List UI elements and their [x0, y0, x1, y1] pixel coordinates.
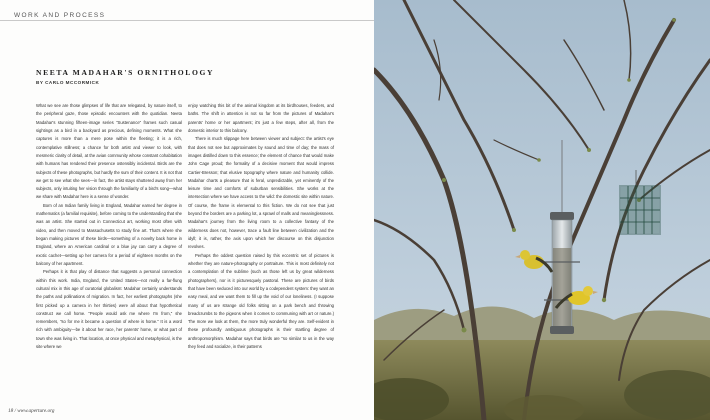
text-column-1 — [36, 102, 182, 351]
paragraph: Perhaps the oddest question raised by this eccentric set of pictures is whether they are nature-photography or portraiture. This is most definitely not a contemplation of the sublime (such as those left us by great wilderness photographers), nor is it picturesquely pastoral. These are pictures of birds that have been seduced into our world by a codependent system: they want an easy meal, and we want them to fill up the void of our loneliness. (I suppose many of us are strange old folks sitting on a park bench and throwing breadcrumbs to the pigeons when it comes to communing with art or nature.) The more we look at them, the more truly wonderful they are. Self-evident in these profoundly ambiguous photographs is their startling degree of anthropomorphism. Madahar says that birds are "so similar to us in the way they feed and socialize, in their patterns — [188, 252, 334, 350]
paragraph: Born of an Indian family living in England, Madahar earned her degree in mathematics (a familial requisite), before coming to the understanding that she was an artist. She started out in Connecticut art, working most often with video, and then moved to Massachusetts to study fine art. That's where she began making pictures of these birds—something of a novelty back home in England, where an American cardinal or a blue jay can carry a degree of exotic cachet—setting up her camera for a period of eighteen months on the balcony of her apartment. — [36, 202, 182, 266]
bird-photograph — [374, 0, 710, 420]
page-footer: 18 / www.aperture.org — [8, 408, 55, 414]
article-title: NEETA MADAHAR'S ORNITHOLOGY — [36, 68, 215, 77]
paragraph: Perhaps it is that play of distance that suggests a personal connection within this work. India, England, the United States—not really a far-flung cultural mix in this age of curatorial globalism: Madahar certainly understands the paths and pollinations of migration. In fact, her earliest photographs (she first picked up a camera in her thirties) were all about that hypothetical construct we call home. "People would ask me where I'm from," she remembers, "so for me it became a question of where is home." It is a word rich with ambiguity—be it about her race, her parents' home, or what part of town she was living in. That location, at once physical and metaphysical, is the site where we — [36, 269, 182, 350]
paragraph: enjoy watching this bit of the animal kingdom at its birdhouses, feeders, and baths. The shift in attention is not so far from the pictures of Madahar's parents' home or her apartment; it's just a few steps, after all, from the domestic interior to this balcony. — [188, 103, 334, 133]
photo-illustration — [374, 0, 710, 420]
text-column-2 — [188, 102, 334, 351]
paragraph: What we see are those glimpses of life that are relegated, by nature itself, to the peripheral gaze, those episodic encounters with the quotidian. Neeta Madahar's stunning fifteen-image series "Sustenance" frames such casual sightings as a bird in a backyard as precious, defining moments. What she captures is more than a mere pose within the fleeting; it is a rich, contemplative stillness; a chance for both artist and viewer to look, with mesmeric clarity of detail, at the avian community whose constant cohabitation with humans has rendered their presence ostensibly incidental. Birds are the subjects of these photographs, but hardly the sum of their content. It is not that we get to see what she sees—in fact, the artist stays shuttered away from her subjects, only intuiting her vision through the familiarity of a bird's song—what we share with Madahar here is a sense of wonder. — [36, 103, 182, 200]
byline: BY CARLO MCCORMICK — [36, 80, 100, 85]
section-heading: WORK AND PROCESS — [14, 12, 106, 19]
header-rule — [0, 20, 374, 21]
paragraph: There is much slippage here between viewer and subject: the artist's eye that does not see but approximates by sound and time of day; the mass of images distilled down to this essence; the element of chance that would make John Cage proud; the formality of a decisive moment that would impress Cartier-Bresson; that elusive topography where nature and humanity collide. Madahar charts a pleasure that is feral, unpredictable, yet eminently of the leisure time and comforts of suburban sensibilities. She works at the intersection where we have access to the wild: the domestic site within nature. Of course, the frame is elemental to this fiction. We do not see that just beyond the borders are a parking lot, a sprawl of malls and meaninglessness. Madahar's journey from the living room to a collective fantasy of the wilderness does not, however, trace a fault line between civilization and the idyll; it is, rather, the axis upon which her discourse on this disjunction revolves. — [188, 136, 334, 250]
